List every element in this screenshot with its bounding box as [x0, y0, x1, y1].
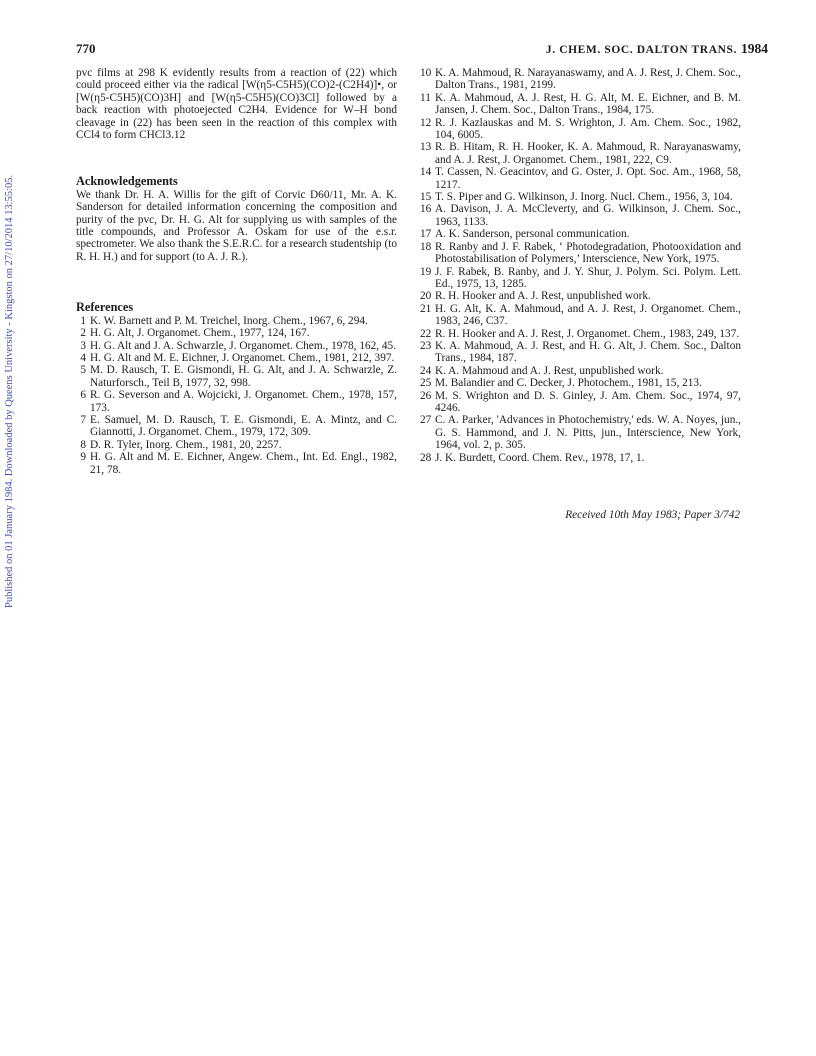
reference-number: 1	[80, 314, 86, 327]
reference-text: R. G. Severson and A. Wojcicki, J. Organomet. Chem., 1978, 157, 173.	[90, 389, 397, 414]
reference-item	[420, 92, 741, 117]
reference-number: 11	[420, 91, 431, 104]
reference-text: C. A. Parker, 'Advances in Photochemistry,' eds. W. A. Noyes, jun., G. S. Hammond, and J. N. Pitts, jun., Interscience, New York, 1964, vol. 2, p. 305.	[435, 414, 741, 452]
reference-item	[420, 340, 741, 365]
download-notice-text: Published on 01 January 1984. Downloaded by Queens University - Kingston on 27/10/2014 13:55:05.	[4, 174, 15, 608]
reference-text: M. S. Wrighton and D. S. Ginley, J. Am. Chem. Soc., 1974, 97, 4246.	[435, 389, 741, 414]
reference-item	[420, 67, 741, 92]
reference-text: D. R. Tyler, Inorg. Chem., 1981, 20, 2257.	[90, 438, 282, 451]
reference-text: A. Davison, J. A. McCleverty, and G. Wilkinson, J. Chem. Soc., 1963, 1133.	[435, 203, 741, 228]
reference-text: H. G. Alt and M. E. Eichner, Angew. Chem., Int. Ed. Engl., 1982, 21, 78.	[90, 451, 397, 476]
reference-number: 13	[420, 141, 432, 154]
reference-number: 26	[420, 389, 432, 402]
reference-number: 5	[80, 364, 86, 377]
reference-number: 3	[80, 339, 86, 352]
reference-text: R. H. Hooker and A. J. Rest, J. Organomet. Chem., 1983, 249, 137.	[435, 327, 740, 340]
journal-year: 1984	[741, 41, 768, 56]
reference-number: 21	[420, 302, 432, 315]
reference-number: 6	[80, 389, 86, 402]
reference-number: 22	[420, 327, 432, 340]
reference-text: T. S. Piper and G. Wilkinson, J. Inorg. Nucl. Chem., 1956, 3, 104.	[435, 191, 733, 204]
reference-item	[76, 451, 397, 476]
reference-item	[76, 389, 397, 414]
reference-text: H. G. Alt and J. A. Schwarzle, J. Organomet. Chem., 1978, 162, 45.	[90, 339, 397, 352]
reference-number: 20	[420, 290, 432, 303]
reference-number: 23	[420, 339, 432, 352]
reference-item	[420, 290, 741, 302]
reference-number: 9	[80, 451, 86, 464]
reference-number: 24	[420, 364, 432, 377]
reference-item	[76, 340, 397, 352]
reference-item	[420, 117, 741, 142]
reference-text: M. Balandier and C. Decker, J. Photochem., 1981, 15, 213.	[435, 377, 702, 390]
reference-item	[76, 327, 397, 339]
page-number: 770	[76, 41, 96, 56]
reference-item	[420, 452, 741, 464]
reference-number: 18	[420, 240, 432, 253]
download-notice	[2, 174, 16, 608]
reference-text: R. H. Hooker and A. J. Rest, unpublished work.	[435, 290, 651, 303]
reference-item	[420, 414, 741, 451]
reference-number: 12	[420, 116, 432, 129]
references-heading: References	[76, 300, 134, 315]
reference-item	[76, 364, 397, 389]
reference-text: K. A. Mahmoud, A. J. Rest, and H. G. Alt, J. Chem. Soc., Dalton Trans., 1984, 187.	[435, 339, 741, 365]
left-column	[76, 67, 397, 476]
reference-number: 14	[420, 166, 432, 179]
reference-item	[420, 365, 741, 377]
reference-text: R. J. Kazlauskas and M. S. Wrighton, J. Am. Chem. Soc., 1982, 104, 6005.	[435, 116, 741, 142]
right-column	[420, 67, 741, 464]
reference-text: T. Cassen, N. Geacintov, and G. Oster, J. Opt. Soc. Am., 1968, 58, 1217.	[435, 166, 741, 191]
reference-number: 27	[420, 414, 432, 427]
reference-number: 7	[80, 413, 86, 426]
reference-text: J. K. Burdett, Coord. Chem. Rev., 1978, 17, 1.	[435, 451, 645, 464]
journal-title: J. CHEM. SOC. DALTON TRANS.	[545, 44, 737, 56]
reference-text: K. A. Mahmoud, R. Narayanaswamy, and A. J. Rest, J. Chem. Soc., Dalton Trans., 1981, 2199.	[435, 67, 741, 92]
reference-text: K. A. Mahmoud, A. J. Rest, H. G. Alt, M. E. Eichner, and B. M. Jansen, J. Chem. Soc., Dalton Trans., 1984, 175.	[435, 91, 741, 117]
reference-item	[420, 390, 741, 415]
received-date: Received 10th May 1983; Paper 3/742	[565, 509, 740, 521]
reference-number: 19	[420, 265, 432, 278]
reference-item	[420, 166, 741, 191]
reference-number: 10	[420, 67, 432, 79]
reference-item	[420, 191, 741, 203]
reference-number: 15	[420, 191, 432, 204]
reference-text: H. G. Alt, K. A. Mahmoud, and A. J. Rest, J. Organomet. Chem., 1983, 246, C37.	[435, 302, 741, 328]
reference-text: R. B. Hitam, R. H. Hooker, K. A. Mahmoud, R. Narayanaswamy, and A. J. Rest, J. Organomet. Chem., 1981, 222, C9.	[435, 141, 741, 166]
reference-item	[76, 439, 397, 451]
reference-text: R. Ranby and J. F. Rabek, ‘ Photodegradation, Photooxidation and Photostabilisation of Polymers,’ Interscience, New York, 1975.	[435, 240, 741, 266]
reference-item	[420, 228, 741, 240]
reference-item	[76, 315, 397, 327]
reference-number: 2	[80, 327, 86, 340]
reference-text: K. W. Barnett and P. M. Treichel, Inorg. Chem., 1967, 6, 294.	[90, 314, 368, 327]
running-head	[546, 41, 768, 57]
reference-item	[420, 266, 741, 291]
reference-item	[420, 203, 741, 228]
reference-number: 16	[420, 203, 432, 216]
references-list-left	[76, 315, 397, 476]
reference-text: E. Samuel, M. D. Rausch, T. E. Gismondi, E. A. Mintz, and C. Giannotti, J. Organomet. Chem., 1979, 172, 309.	[90, 413, 397, 439]
reference-number: 4	[80, 351, 86, 364]
reference-text: H. G. Alt, J. Organomet. Chem., 1977, 124, 167.	[90, 327, 310, 340]
reference-text: H. G. Alt and M. E. Eichner, J. Organomet. Chem., 1981, 212, 397.	[90, 351, 395, 364]
reference-item	[420, 141, 741, 166]
reference-item	[420, 303, 741, 328]
reference-number: 8	[80, 438, 86, 451]
reference-item	[76, 352, 397, 364]
reference-item	[76, 414, 397, 439]
reference-item	[420, 377, 741, 389]
reference-number: 25	[420, 377, 432, 390]
reference-text: M. D. Rausch, T. E. Gismondi, H. G. Alt, and J. A. Schwarzle, Z. Naturforsch., Teil B, 1977, 32, 998.	[90, 364, 397, 389]
reference-item	[420, 328, 741, 340]
reference-item	[420, 241, 741, 266]
reference-number: 28	[420, 451, 432, 464]
intro-paragraph: pvc films at 298 K evidently results from a reaction of (22) which could proceed either via the radical [W(η5-C5H5)(CO)2-(C2H4)]•, or [W(η5-C5H5)(CO)3H] and [W(η5-C5H5)(CO)3Cl] followed by a back reaction with photoejected C2H4. Evidence for W–H bond cleavage in (22) has been seen in the reaction of this complex with CCl4 to form CHCl3.12	[76, 67, 397, 142]
acknowledgements-heading: Acknowledgements	[76, 174, 178, 189]
acknowledgements-text: We thank Dr. H. A. Willis for the gift of Corvic D60/11, Mr. A. K. Sanderson for detailed information concerning the composition and purity of the pvc, Dr. H. G. Alt for supplying us with samples of the title compounds, and Professor A. Oskam for use of the e.s.r. spectrometer. We also thank the S.E.R.C. for a research studentship (to R. H. H.) and for support (to A. J. R.).	[76, 188, 397, 263]
reference-text: A. K. Sanderson, personal communication.	[435, 228, 630, 241]
reference-number: 17	[420, 228, 432, 241]
reference-text: K. A. Mahmoud and A. J. Rest, unpublished work.	[435, 364, 664, 377]
reference-text: J. F. Rabek, B. Ranby, and J. Y. Shur, J. Polym. Sci. Polym. Lett. Ed., 1975, 13, 1285.	[435, 265, 741, 290]
